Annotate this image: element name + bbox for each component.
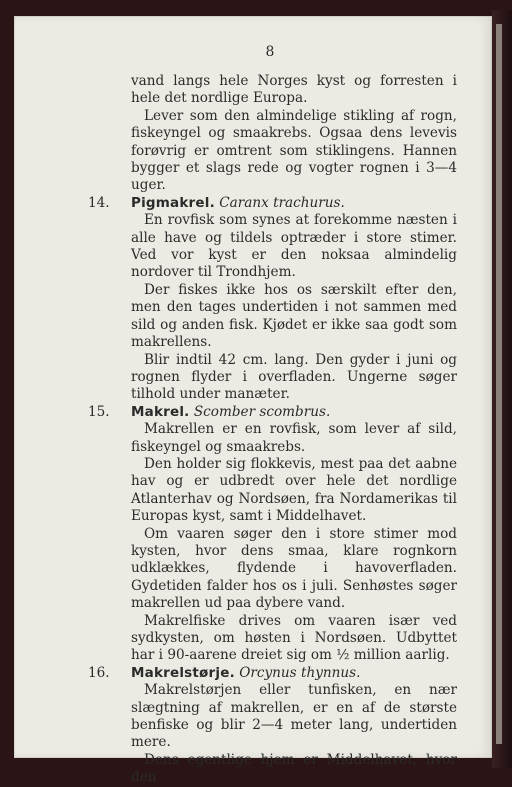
species-entry-14	[88, 194, 457, 404]
species-name: Makrel.	[131, 403, 190, 420]
entry-paragraph: Makrelstørjen eller tunfisken, en nær slægtning af makrellen, er en af de største benfiske og blir 2—4 meter lang, undertiden mere.	[131, 682, 457, 751]
species-latin-name: Caranx trachurus.	[219, 194, 345, 211]
entry-paragraph: Der fiskes ikke hos os særskilt efter den, men den tages undertiden i not sammen med sild og anden fisk. Kjødet er ikke saa godt som makrellens.	[131, 281, 457, 351]
species-entry-16	[88, 664, 457, 787]
next-page-edge	[496, 24, 502, 744]
entry-paragraph: Makrellen er en rovfisk, som lever af sild, fiskeyngel og smaakrebs.	[131, 421, 457, 455]
entry-paragraph: Blir indtil 42 cm. lang. Den gyder i juni og rognen flyder i overfladen. Ungerne søger tilhold under manæter.	[131, 351, 457, 403]
species-latin-name: Scomber scombrus.	[193, 403, 331, 420]
species-latin-name: Orcynus thynnus.	[239, 664, 361, 681]
species-name: Pigmakrel.	[131, 194, 215, 211]
entry-number: 15.	[88, 403, 110, 420]
species-entry-15	[88, 403, 457, 665]
entry-paragraph: Dens egentlige hjem er Middelhavet, hvor den	[131, 751, 457, 786]
entry-paragraph: Den holder sig flokkevis, mest paa det aabne hav og er udbredt over hele det nordlige Atlanterhav og Nordsøen, fra Nordamerikas til Europas kyst, samt i Middelhavet.	[131, 455, 457, 525]
entry-number: 16.	[88, 664, 110, 681]
entry-number: 14.	[88, 194, 110, 211]
intro-paragraph: Lever som den almindelige stikling af rogn, fiskeyngel og smaakrebs. Ogsaa dens levevis forøvrig er omtrent som stiklingens. Hannen bygger et slags rede og vogter rognen i 3—4 uger.	[131, 107, 457, 194]
intro-paragraph: vand langs hele Norges kyst og forresten i hele det nordlige Europa.	[131, 73, 457, 107]
book-edge	[492, 10, 512, 768]
page-text	[88, 73, 457, 787]
entry-paragraph: En rovfisk som synes at forekomme næsten i alle have og tildels optræder i store stimer. Ved vor kyst er den noksaa almindelig nordover til Trondhjem.	[131, 212, 457, 281]
page-number: 8	[265, 44, 275, 60]
species-name: Makrelstørje.	[131, 664, 235, 681]
entry-paragraph: Om vaaren søger den i store stimer mod kysten, hvor dens smaa, klare rognkorn udklækkes, flydende i havoverfladen. Gydetiden falder hos os i juli. Senhøstes søger makrellen ud paa dybere vand.	[131, 525, 457, 612]
entry-paragraph: Makrelfiske drives om vaaren især ved sydkysten, om høsten i Nordsøen. Udbyttet har i 90-aarene dreiet sig om ½ million aarlig.	[131, 612, 457, 664]
